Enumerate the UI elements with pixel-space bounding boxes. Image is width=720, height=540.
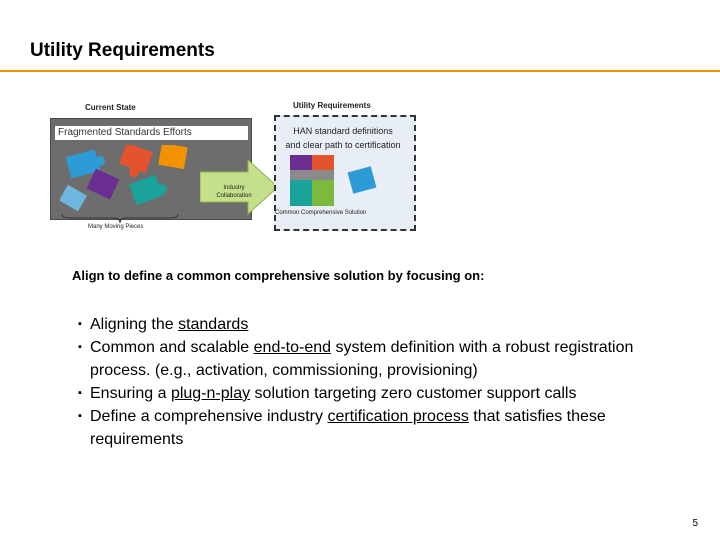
- assembled-piece-teal-icon: [290, 180, 312, 206]
- assembled-piece-blue-icon: [348, 166, 377, 193]
- puzzle-piece-blue-small-icon: [60, 185, 87, 212]
- focus-heading: Align to define a common comprehensive solution by focusing on:: [72, 268, 485, 283]
- puzzle-piece-orange-icon: [158, 145, 187, 169]
- fragmented-standards-label: Fragmented Standards Efforts: [55, 126, 248, 140]
- focus-bullet-list: [78, 313, 698, 451]
- puzzle-piece-red-icon: [119, 145, 153, 177]
- bullet-end-to-end: [78, 336, 698, 382]
- puzzle-piece-teal-icon: [129, 175, 167, 205]
- industry-line2: Collaboration: [216, 193, 252, 199]
- assembled-piece-purple-icon: [290, 155, 312, 170]
- current-state-label: Current State: [85, 103, 136, 112]
- industry-collaboration-label: [214, 184, 254, 200]
- many-moving-pieces-label: Many Moving Pieces: [88, 224, 144, 230]
- han-line1: HAN standard definitions: [293, 126, 393, 136]
- assembled-puzzle: [290, 155, 390, 207]
- bullet-underlined-text: certification process: [327, 408, 469, 425]
- bullet-text: that satisfies these requirements: [90, 408, 606, 448]
- bullet-aligning-standards: [78, 313, 698, 336]
- utility-requirements-label: Utility Requirements: [293, 101, 371, 110]
- assembled-piece-green-icon: [312, 180, 334, 206]
- industry-line1: Industry: [223, 185, 245, 191]
- bullet-text: system definition with a robust registration process. (e.g., activation, commissioning, provisioning): [90, 339, 634, 379]
- slide-title: Utility Requirements: [30, 40, 215, 61]
- bullet-plug-n-play: [78, 382, 698, 405]
- page-number: 5: [692, 518, 698, 529]
- assembled-piece-gray-icon: [290, 170, 334, 180]
- common-solution-label: Common Comprehensive Solution: [275, 210, 367, 216]
- bullet-underlined-text: end-to-end: [253, 339, 332, 356]
- bullet-certification: [78, 405, 698, 451]
- bullet-underlined-text: plug-n-play: [170, 385, 251, 402]
- brace-many-pieces: [60, 212, 180, 224]
- bullet-text: Aligning the: [90, 316, 179, 333]
- title-divider: [0, 70, 720, 72]
- puzzle-piece-purple-icon: [87, 169, 120, 200]
- bullet-underlined-text: standards: [178, 316, 249, 333]
- assembled-piece-red-icon: [312, 155, 334, 170]
- bullet-text: Ensuring a: [90, 385, 171, 402]
- bullet-text: Common and scalable: [90, 339, 254, 356]
- han-description: [276, 124, 410, 152]
- bullet-text: solution targeting zero customer support calls: [250, 385, 577, 402]
- han-line2: and clear path to certification: [285, 140, 401, 150]
- bullet-text: Define a comprehensive industry: [90, 408, 328, 425]
